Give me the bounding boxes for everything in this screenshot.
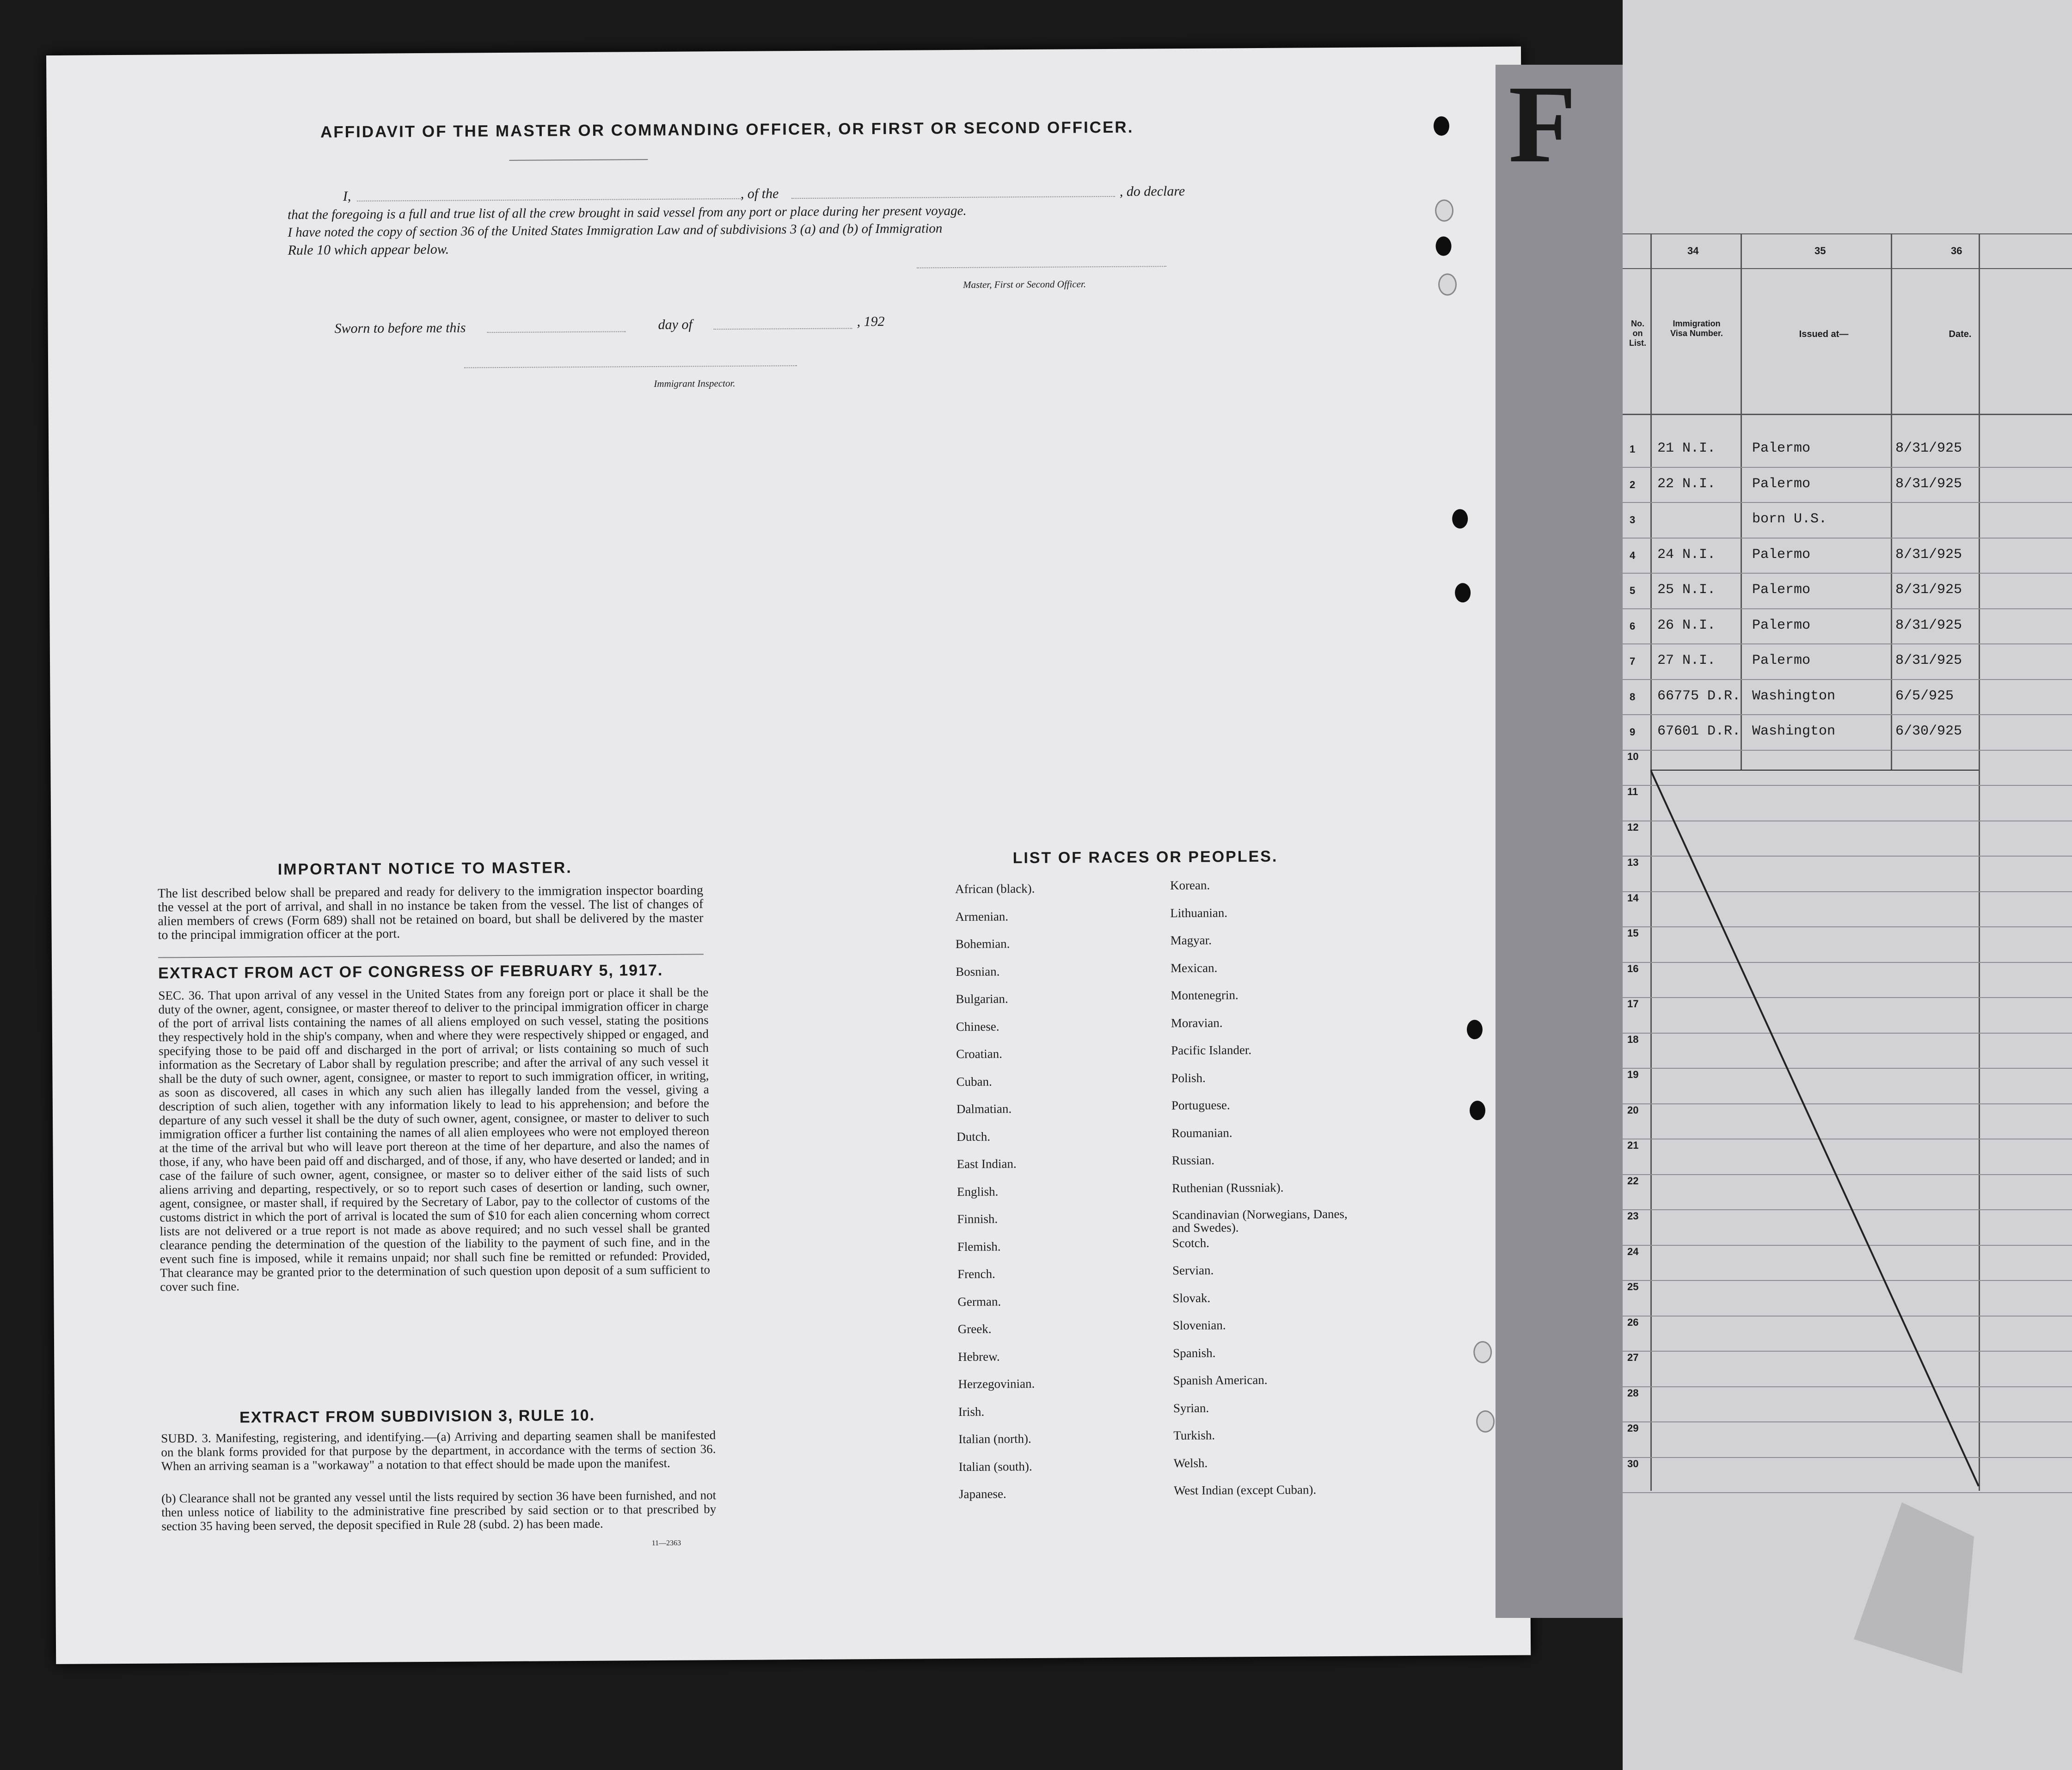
row-number: 14	[1627, 892, 1639, 904]
visa-date: 8/31/925	[1895, 582, 1962, 598]
form-code: 11—2363	[651, 1539, 681, 1548]
visa-date: 8/31/925	[1895, 653, 1962, 668]
visa-number: 22 N.I.	[1657, 476, 1716, 492]
race-item: Cuban.	[956, 1074, 992, 1089]
manifest-row	[1623, 539, 2072, 574]
affidavit-line4: Rule 10 which appear below.	[288, 241, 449, 258]
punch-hole	[1435, 199, 1453, 221]
race-item: Mexican.	[1171, 961, 1218, 975]
race-item: Flemish.	[957, 1239, 1001, 1254]
affidavit-title: AFFIDAVIT OF THE MASTER OR COMMANDING OFFICER, OR FIRST OR SECOND OFFICER.	[320, 118, 1134, 141]
row-number: 22	[1627, 1175, 1639, 1187]
races-column-1	[955, 881, 1153, 1514]
column-number-35: 35	[1815, 245, 1826, 257]
race-item: Roumanian.	[1171, 1125, 1232, 1140]
manifest-row	[1623, 503, 2072, 539]
race-item: Lithuanian.	[1170, 905, 1228, 920]
inspector-signature-line	[464, 365, 797, 368]
row-number: 6	[1630, 620, 1636, 632]
visa-date: 6/5/925	[1895, 688, 1954, 704]
row-number: 25	[1627, 1281, 1639, 1292]
header-issued-at: Issued at—	[1799, 329, 1849, 339]
race-item: Croatian.	[956, 1047, 1003, 1061]
row-number: 15	[1627, 927, 1639, 939]
race-item: Bohemian.	[955, 937, 1010, 951]
extract-act-title: EXTRACT FROM ACT OF CONGRESS OF FEBRUARY 5, 1917.	[158, 961, 663, 982]
affidavit-page	[46, 47, 1531, 1664]
races-column-2	[1170, 877, 1433, 1511]
races-title: LIST OF RACES OR PEOPLES.	[1012, 847, 1278, 867]
row-number: 2	[1630, 478, 1636, 490]
visa-date: 8/31/925	[1895, 617, 1962, 633]
row-number: 26	[1627, 1316, 1639, 1328]
row-number: 29	[1627, 1422, 1639, 1434]
row-number: 23	[1627, 1210, 1639, 1222]
row-number: 30	[1627, 1458, 1639, 1470]
race-item: Portuguese.	[1171, 1098, 1230, 1113]
race-item: Hebrew.	[958, 1349, 1000, 1364]
vessel-blank	[791, 196, 1115, 199]
row-number: 8	[1630, 691, 1636, 703]
issued-at: Palermo	[1752, 653, 1811, 668]
race-item: Turkish.	[1173, 1428, 1215, 1443]
extract-rule-text-b: (b) Clearance shall not be granted any vessel until the lists required by section 36 have been furnished, and not then unless notice of liability to the administrative fine prescribed by said section or to that prescribed by section 35 having been served, the deposit specified in Rule 28 (subd. 2) has been made.	[161, 1488, 717, 1533]
race-item: Dalmatian.	[956, 1102, 1012, 1116]
column-number-36: 36	[1951, 245, 1962, 257]
issued-at: Palermo	[1752, 617, 1811, 633]
race-item: Welsh.	[1173, 1456, 1208, 1470]
visa-number: 26 N.I.	[1657, 617, 1716, 633]
header-date: Date.	[1949, 329, 1972, 339]
row-number: 20	[1627, 1104, 1639, 1116]
extract-rule-title: EXTRACT FROM SUBDIVISION 3, RULE 10.	[239, 1406, 595, 1427]
folder-tab-letter: F	[1508, 62, 1576, 185]
issued-at: Palermo	[1752, 546, 1811, 563]
punch-hole	[1467, 1020, 1483, 1039]
inspector-signature-label: Immigrant Inspector.	[654, 377, 736, 389]
manifest-row	[1623, 609, 2072, 645]
header-no-on-list: No. on List.	[1629, 319, 1646, 348]
race-item: German.	[957, 1294, 1001, 1309]
race-item: Scandinavian (Norwegians, Danes, and Swedes).	[1172, 1207, 1348, 1235]
race-item: Japanese.	[958, 1487, 1006, 1501]
race-item: Russian.	[1171, 1153, 1215, 1168]
row-number: 28	[1627, 1387, 1639, 1399]
visa-number: 66775 D.R.	[1657, 688, 1741, 704]
row-number: 24	[1627, 1245, 1639, 1257]
issued-at: Palermo	[1752, 476, 1811, 492]
row-number: 12	[1627, 821, 1639, 833]
row-number: 1	[1630, 443, 1636, 455]
month-blank	[714, 328, 852, 330]
race-item: Herzegovinian.	[958, 1376, 1035, 1391]
manifest-row	[1623, 468, 2072, 503]
header-visa-number: Immigration Visa Number.	[1670, 319, 1723, 338]
visa-date: 8/31/925	[1895, 441, 1962, 456]
punch-hole	[1435, 236, 1451, 256]
notice-title: IMPORTANT NOTICE TO MASTER.	[277, 859, 572, 878]
row-number: 4	[1630, 549, 1636, 561]
race-item: Bosnian.	[956, 964, 1000, 979]
header-top-rule	[1623, 233, 2072, 234]
race-item: Korean.	[1170, 878, 1210, 893]
race-item: Irish.	[958, 1404, 985, 1419]
race-item: French.	[957, 1267, 995, 1281]
race-item: Armenian.	[955, 909, 1009, 924]
row-number: 17	[1627, 998, 1639, 1010]
visa-number: 21 N.I.	[1657, 441, 1716, 456]
row-number: 9	[1630, 726, 1636, 738]
affidavit-line1-i: I,	[343, 188, 351, 204]
row-number: 5	[1630, 585, 1636, 596]
race-item: Finnish.	[957, 1212, 998, 1226]
affidavit-line2: that the foregoing is a full and true list of all the crew brought in said vessel from any port or place during her present voyage.	[288, 203, 967, 222]
race-item: Slovak.	[1172, 1291, 1211, 1305]
cancellation-diagonal	[1650, 770, 1983, 1491]
torn-corner	[1854, 1502, 1974, 1673]
punch-hole	[1473, 1341, 1492, 1363]
master-signature-label: Master, First or Second Officer.	[962, 278, 1086, 290]
race-item: English.	[956, 1184, 999, 1199]
race-item: Pacific Islander.	[1171, 1043, 1252, 1058]
race-item: East Indian.	[956, 1157, 1017, 1171]
master-signature-line	[917, 266, 1166, 268]
visa-date: 6/30/925	[1895, 723, 1962, 739]
header-bottom-rule	[1623, 414, 2072, 415]
header-mid-rule	[1623, 268, 2072, 269]
sworn-label: Sworn to before me this	[334, 320, 466, 337]
folder-divider	[1496, 62, 1625, 1618]
row-number: 10	[1627, 750, 1639, 762]
race-item: Scotch.	[1172, 1236, 1210, 1250]
race-item: Spanish.	[1173, 1346, 1216, 1360]
race-item: Ruthenian (Russniak).	[1171, 1180, 1284, 1195]
extract-act-text: SEC. 36. That upon arrival of any vessel in the United States from any foreign port or place it shall be the duty of the owner, agent, consignee, or master thereof to deliver to the principal immigration officer in charge of the port of arrival lists containing the names of all aliens employed on such vessel, stating the positions they respectively hold in the ship's company, when and where they were respectively shipped or engaged, and specifying those to be paid off and discharged in the port of arrival; or lists containing so much of such information as the Secretary of Labor shall by regulation prescribe; and after the arrival of any such vessel it shall be the duty of such owner, agent, consignee, or master to report to such immigration officer, in writing, as soon as discovered, all cases in which any such alien has illegally landed from the vessel, giving a description of such alien, together with any information likely to lead to his apprehension; and before the departure of any such vessel it shall be the duty of such owner, agent, consignee, or master to deliver to such immigration officer a further list containing the names of all alien employees who were not employed thereon at the time of the arrival but who will leave port thereon at the time of her departure, and also the names of those, if any, who have been paid off and discharged, and of those, if any, who have deserted or landed; and in case of the failure of such owner, agent, consignee, or master so to deliver either of the said lists of such aliens arriving and departing, respectively, or so to report such cases of desertion or landing, such owner, agent, consignee, or master shall, if required by the Secretary of Labor, pay to the collector of customs of the customs district in which the port of arrival is located the sum of $10 for each alien concerning whom correct lists are not delivered or a true report is not made as above required; and no such vessel shall be granted clearance pending the determination of the question of the liability to the payment of such fine, and in the event such fine is imposed, while it remains unpaid; nor shall such fine be remitted or refunded: Provided, That clearance may be granted prior to the determination of such question upon deposit of a sum sufficient to cover such fine.	[158, 985, 711, 1294]
punch-hole	[1452, 509, 1468, 528]
race-item: Spanish American.	[1173, 1372, 1268, 1388]
race-item: Chinese.	[956, 1019, 999, 1034]
manifest-row	[1623, 644, 2072, 680]
issued-at: Palermo	[1752, 441, 1811, 456]
crew-manifest-page	[1623, 0, 2072, 1770]
visa-date: 8/31/925	[1895, 546, 1962, 563]
name-blank	[357, 198, 741, 202]
row-number: 11	[1627, 786, 1638, 797]
race-item: Italian (south).	[958, 1459, 1032, 1474]
manifest-row	[1623, 680, 2072, 716]
visa-number: 25 N.I.	[1657, 582, 1716, 598]
row-number: 18	[1627, 1033, 1639, 1045]
affidavit-line3: I have noted the copy of section 36 of the United States Immigration Law and of subdivisions 3 (a) and (b) of Immigration	[288, 221, 943, 240]
row-number: 13	[1627, 857, 1639, 868]
extract-rule-text-a: SUBD. 3. Manifesting, registering, and identifying.—(a) Arriving and departing seamen shall be manifested on the blank forms provided for that purpose by the department, in accordance with the terms of section 36. When an arriving seaman is a "workaway" a notation to that effect should be made upon the manifest.	[161, 1428, 716, 1473]
divider	[509, 159, 648, 161]
race-item: Bulgarian.	[956, 992, 1008, 1006]
race-item: Montenegrin.	[1171, 988, 1238, 1003]
visa-number: 27 N.I.	[1657, 653, 1716, 668]
affidavit-line1-declare: , do declare	[1119, 183, 1185, 199]
punch-hole	[1455, 583, 1471, 602]
punch-hole	[1470, 1101, 1485, 1120]
race-item: Servian.	[1172, 1263, 1214, 1278]
row-rule	[1623, 1492, 2072, 1493]
race-item: Italian (north).	[958, 1432, 1031, 1446]
row-number: 27	[1627, 1352, 1639, 1363]
divider	[158, 954, 704, 958]
manifest-row	[1623, 432, 2072, 468]
notice-text: The list described below shall be prepared and ready for delivery to the immigration inspector boarding the vessel at the port of arrival, and shall in no instance be taken from the vessel. The list of changes of alien members of crews (Form 689) shall not be retained on board, but shall be delivered by the master to the principal immigration officer at the port.	[157, 883, 704, 943]
race-item: African (black).	[955, 881, 1035, 896]
race-item: Greek.	[957, 1322, 992, 1336]
manifest-row	[1623, 574, 2072, 609]
sworn-day-blank	[487, 331, 626, 333]
race-item: Moravian.	[1171, 1015, 1223, 1030]
punch-hole	[1476, 1410, 1495, 1433]
punch-hole	[1434, 116, 1449, 135]
race-item: Dutch.	[956, 1129, 991, 1144]
issued-at: Palermo	[1752, 582, 1811, 598]
visa-number: 67601 D.R.	[1657, 723, 1741, 739]
race-item: Slovenian.	[1172, 1318, 1226, 1333]
manifest-row	[1623, 715, 2072, 751]
issued-at: Washington	[1752, 688, 1836, 704]
row-number: 3	[1630, 514, 1636, 526]
race-item: West Indian (except Cuban).	[1173, 1482, 1317, 1498]
row-number: 19	[1627, 1069, 1639, 1080]
issued-at: born U.S.	[1752, 511, 1827, 527]
issued-at: Washington	[1752, 723, 1836, 739]
column-number-34: 34	[1687, 245, 1699, 257]
visa-date: 8/31/925	[1895, 476, 1962, 492]
day-of-label: day of	[658, 317, 693, 332]
row-number: 16	[1627, 962, 1639, 974]
affidavit-line1-of: , of the	[740, 186, 779, 202]
row-number: 21	[1627, 1139, 1639, 1151]
race-item: Syrian.	[1173, 1401, 1209, 1415]
punch-hole	[1438, 273, 1457, 295]
race-item: Magyar.	[1170, 933, 1212, 948]
year-label: , 192	[857, 313, 885, 330]
visa-number: 24 N.I.	[1657, 546, 1716, 563]
race-item: Polish.	[1171, 1071, 1206, 1085]
row-number: 7	[1630, 655, 1636, 667]
